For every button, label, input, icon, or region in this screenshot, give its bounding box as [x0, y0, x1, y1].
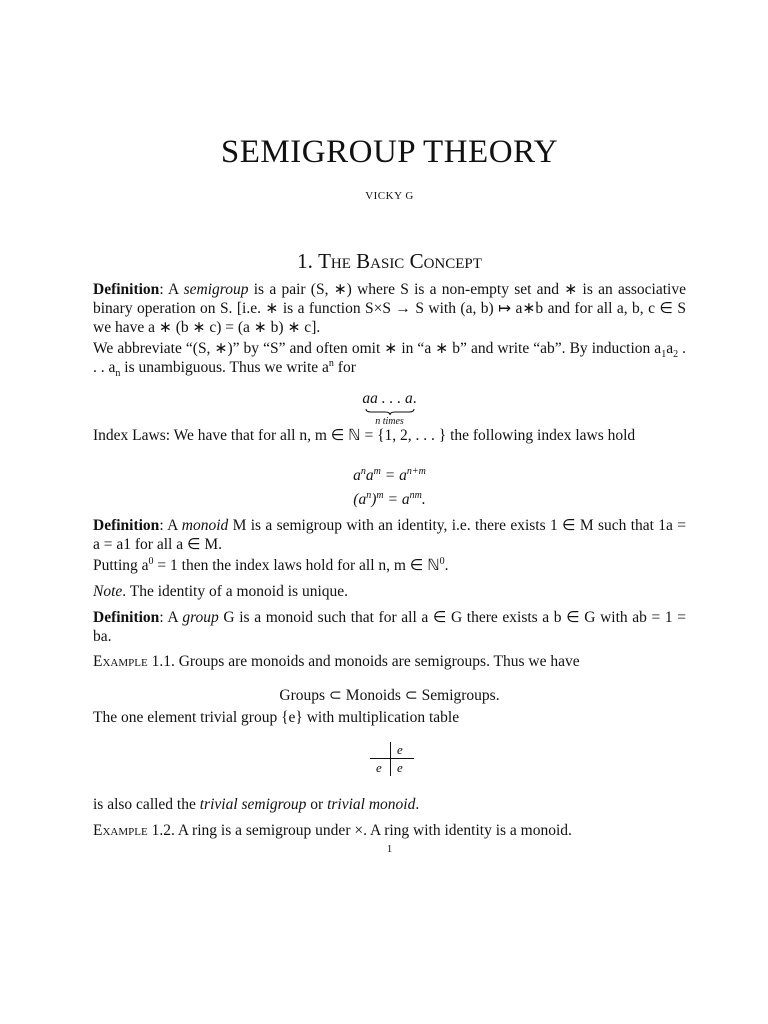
underbrace-expression	[93, 390, 686, 429]
author: VICKY G	[365, 190, 414, 202]
text: We abbreviate “(S, ∗)” by “S” and often omit ∗ in “a ∗ b” and write “ab”. By induction a	[93, 340, 662, 357]
text: is unambiguous. Thus we write a	[120, 359, 329, 376]
text: : A	[159, 517, 182, 534]
superscript: n	[328, 357, 334, 369]
definition-group	[93, 608, 686, 646]
text: a	[365, 467, 374, 484]
subscript: 2	[673, 349, 679, 361]
inclusion-chain: Groups ⊂ Monoids ⊂ Semigroups.	[279, 687, 500, 704]
page-number: 1	[386, 843, 393, 855]
definition-label: Definition	[93, 609, 160, 626]
multiplication-table	[370, 740, 414, 776]
text: (a	[353, 491, 367, 508]
underbrace-icon	[365, 408, 415, 416]
note-paragraph	[93, 582, 686, 601]
table-vertical-rule	[390, 742, 391, 776]
text: . The identity of a monoid is unique.	[122, 583, 349, 600]
brace-trail: .	[412, 390, 417, 407]
brace-underset: n times	[375, 416, 404, 427]
table-cell: e	[397, 760, 403, 775]
example-1-1	[93, 652, 686, 671]
index-laws-paragraph: Index Laws: We have that for all n, m ∈ ℕ = {1, 2, . . . } the following index laws hold	[93, 427, 636, 444]
brace-content: aa . . . a	[362, 390, 413, 407]
definition-label: Definition	[93, 517, 160, 534]
abbreviation-paragraph	[93, 339, 686, 380]
superscript: 0	[439, 555, 445, 567]
text: for	[333, 359, 356, 376]
section-title: The Basic Concept	[318, 249, 482, 273]
section-heading	[93, 249, 686, 274]
text: = a	[380, 467, 407, 484]
text: : A	[159, 609, 183, 626]
text: .	[421, 491, 426, 508]
definition-monoid	[93, 516, 686, 554]
text: : A	[159, 281, 184, 298]
text: )	[371, 491, 377, 508]
paper-title: SEMIGROUP THEORY	[220, 134, 559, 170]
definition-label: Definition	[93, 281, 160, 298]
text: is a pair (S, ∗) where S is a non-empty set and ∗ is an associative binary operation on S. [i.e. ∗ is a function S×S → S with (a, b) ↦ a∗b and for all a, b, c ∈ S we have a ∗ (b ∗ c) = (a ∗ b) ∗ c].	[93, 281, 686, 336]
also-called-paragraph	[93, 795, 686, 814]
subscript: n	[115, 368, 121, 380]
text: . . . a	[93, 340, 686, 376]
text: Putting a	[93, 557, 149, 574]
term-trivial-monoid: trivial monoid	[327, 796, 416, 813]
term-semigroup: semigroup	[183, 281, 249, 298]
superscript: nm	[409, 489, 422, 501]
superscript: n	[366, 489, 372, 501]
superscript: n	[360, 465, 366, 477]
text: is also called the	[93, 796, 200, 813]
superscript: m	[376, 489, 384, 501]
equation-index-law-1	[93, 466, 686, 485]
section-number: 1.	[297, 249, 313, 273]
superscript: 0	[148, 555, 154, 567]
trivial-group-paragraph: The one element trivial group {e} with multiplication table	[93, 709, 460, 726]
text: = a	[383, 491, 410, 508]
table-header-cell: e	[397, 742, 403, 757]
table-row-label: e	[376, 760, 382, 775]
text: = 1 then the index laws hold for all n, m ∈ ℕ	[153, 557, 440, 574]
text: G is a monoid such that for all a ∈ G there exists a b ∈ G with ab = 1 = ba.	[93, 609, 686, 645]
term-monoid: monoid	[181, 517, 229, 534]
superscript: n+m	[406, 465, 426, 477]
text: a	[666, 340, 674, 357]
definition-semigroup	[93, 280, 686, 337]
page	[93, 0, 686, 1024]
text: .	[444, 557, 449, 574]
putting-paragraph	[93, 556, 686, 575]
text: . A ring is a semigroup under ×. A ring with identity is a monoid.	[170, 822, 572, 839]
superscript: m	[373, 465, 381, 477]
text: a	[353, 467, 361, 484]
subscript: 1	[661, 349, 667, 361]
text: . Groups are monoids and monoids are semigroups. Thus we have	[170, 653, 580, 670]
term-group: group	[182, 609, 219, 626]
text: or	[306, 796, 328, 813]
equation-index-law-2	[93, 490, 686, 509]
text: .	[415, 796, 420, 813]
table-horizontal-rule	[370, 758, 414, 759]
example-label: Example 1.1	[93, 653, 171, 670]
term-trivial-semigroup: trivial semigroup	[199, 796, 307, 813]
example-1-2	[93, 821, 686, 840]
note-label: Note	[93, 583, 123, 600]
text: M is a semigroup with an identity, i.e. there exists 1 ∈ M such that 1a = a = a1 for all a ∈ M.	[93, 517, 686, 553]
example-label: Example 1.2	[93, 822, 171, 839]
